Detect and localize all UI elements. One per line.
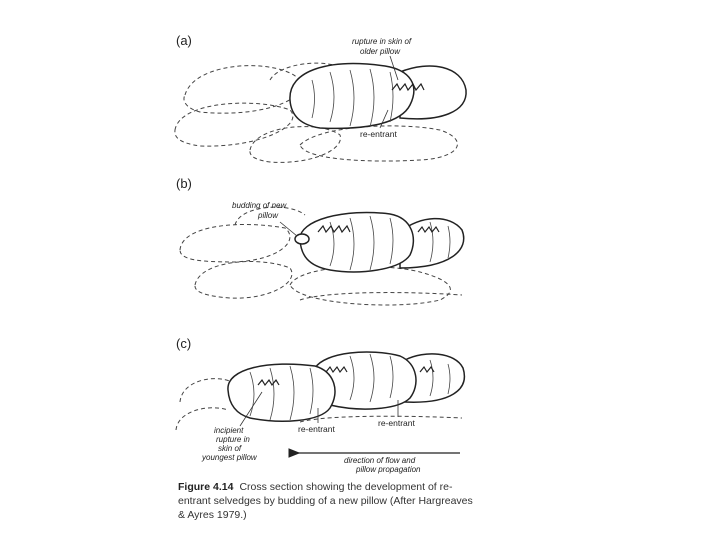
main-pillow-a	[290, 64, 466, 129]
figure-caption	[178, 480, 478, 522]
incipient-label-line3: skin of	[218, 444, 242, 453]
panel-a-label: (a)	[176, 33, 192, 48]
panel-a	[175, 33, 466, 162]
main-pillow-c	[228, 352, 464, 421]
incipient-label-line4: youngest pillow	[202, 453, 257, 462]
reentrant-label-c1: re-entrant	[298, 424, 335, 434]
budding-label-line1: budding of new	[232, 201, 287, 210]
panel-b-label: (b)	[176, 176, 192, 191]
panel-c-label: (c)	[176, 336, 192, 351]
reentrant-label-c2: re-entrant	[378, 418, 415, 428]
incipient-label-line1: incipient	[214, 426, 244, 435]
direction-label-line2: pillow propagation	[356, 465, 421, 474]
incipient-label-line2: rupture in	[216, 435, 250, 444]
figure-label: Figure 4.14	[178, 481, 234, 493]
panel-c	[176, 336, 464, 474]
new-pillow-bud	[295, 234, 309, 244]
budding-label-line2: pillow	[258, 211, 279, 220]
budding-leader-line	[280, 222, 297, 236]
rupture-label-line1: rupture in skin of	[352, 37, 412, 46]
rupture-label-line2: older pillow	[360, 47, 401, 56]
main-pillow-b	[295, 212, 464, 271]
direction-label-line1: direction of flow and	[344, 456, 416, 465]
caption-text: Cross section showing the development of re-entrant selvedges by budding of a new pillow (After Hargreaves & Ayres 1979.)	[178, 481, 473, 521]
panel-b	[176, 176, 464, 305]
reentrant-label-a: re-entrant	[360, 129, 397, 139]
